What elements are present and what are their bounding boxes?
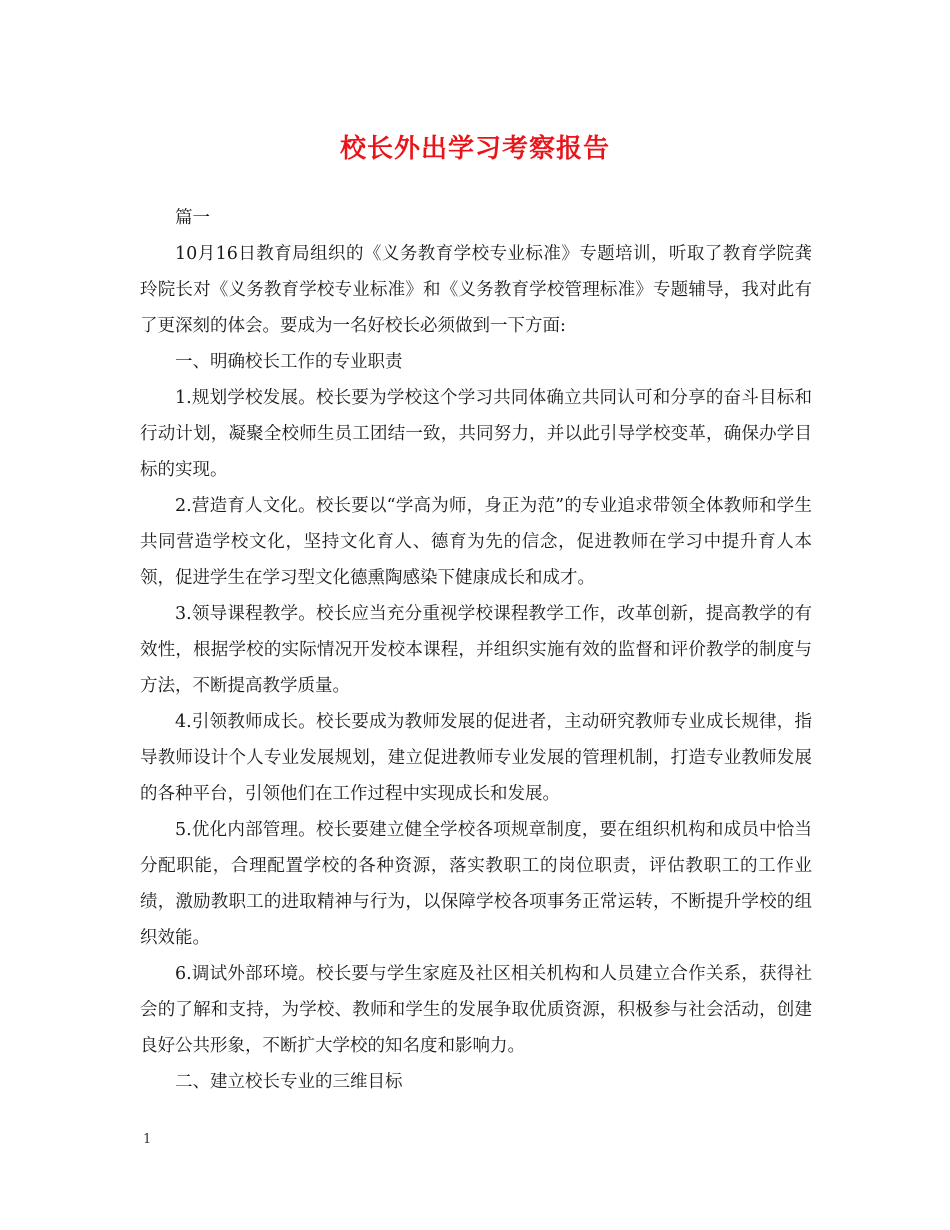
paragraph-item-1: 1.规划学校发展。校长要为学校这个学习共同体确立共同认可和分享的奋斗目标和行动计划，凝聚全校师生员工团结一致，共同努力，并以此引导学校变革，确保办学目标的实现。	[140, 388, 812, 480]
section-heading-1: 一、明确校长工作的专业职责	[175, 352, 403, 372]
document-body	[140, 200, 812, 1100]
document-title: 校长外出学习考察报告	[339, 134, 610, 164]
paragraph-item-5: 5.优化内部管理。校长要建立健全学校各项规章制度，要在组织机构和成员中恰当分配职能，合理配置学校的各种资源，落实教职工的岗位职责，评估教职工的工作业绩，激励教职工的进取精神与行为，以保障学校各项事务正常运转，不断提升学校的组织效能。	[140, 820, 812, 948]
page-number: 1	[143, 1132, 152, 1147]
intro-paragraph: 10月16日教育局组织的《义务教育学校专业标准》专题培训，听取了教育学院龚玲院长对《义务教育学校专业标准》和《义务教育学校管理标准》专题辅导，我对此有了更深刻的体会。要成为一名好校长必须做到一下方面:	[140, 244, 812, 336]
paragraph-item-6: 6.调试外部环境。校长要与学生家庭及社区相关机构和人员建立合作关系，获得社会的了解和支持，为学校、教师和学生的发展争取优质资源，积极参与社会活动，创建良好公共形象，不断扩大学校的知名度和影响力。	[140, 964, 812, 1056]
paragraph-item-2: 2.营造育人文化。校长要以“学高为师，身正为范”的专业追求带领全体教师和学生共同营造学校文化，坚持文化育人、德育为先的信念，促进教师在学习中提升育人本领，促进学生在学习型文化德熏陶感染下健康成长和成才。	[140, 496, 812, 588]
section-label: 篇一	[175, 208, 210, 228]
paragraph-item-3: 3.领导课程教学。校长应当充分重视学校课程教学工作，改革创新，提高教学的有效性，根据学校的实际情况开发校本课程，并组织实施有效的监督和评价教学的制度与方法，不断提高教学质量。	[140, 604, 812, 696]
section-heading-2: 二、建立校长专业的三维目标	[175, 1072, 403, 1092]
paragraph-item-4: 4.引领教师成长。校长要成为教师发展的促进者，主动研究教师专业成长规律，指导教师设计个人专业发展规划，建立促进教师专业发展的管理机制，打造专业教师发展的各种平台，引领他们在工作过程中实现成长和发展。	[140, 712, 812, 804]
